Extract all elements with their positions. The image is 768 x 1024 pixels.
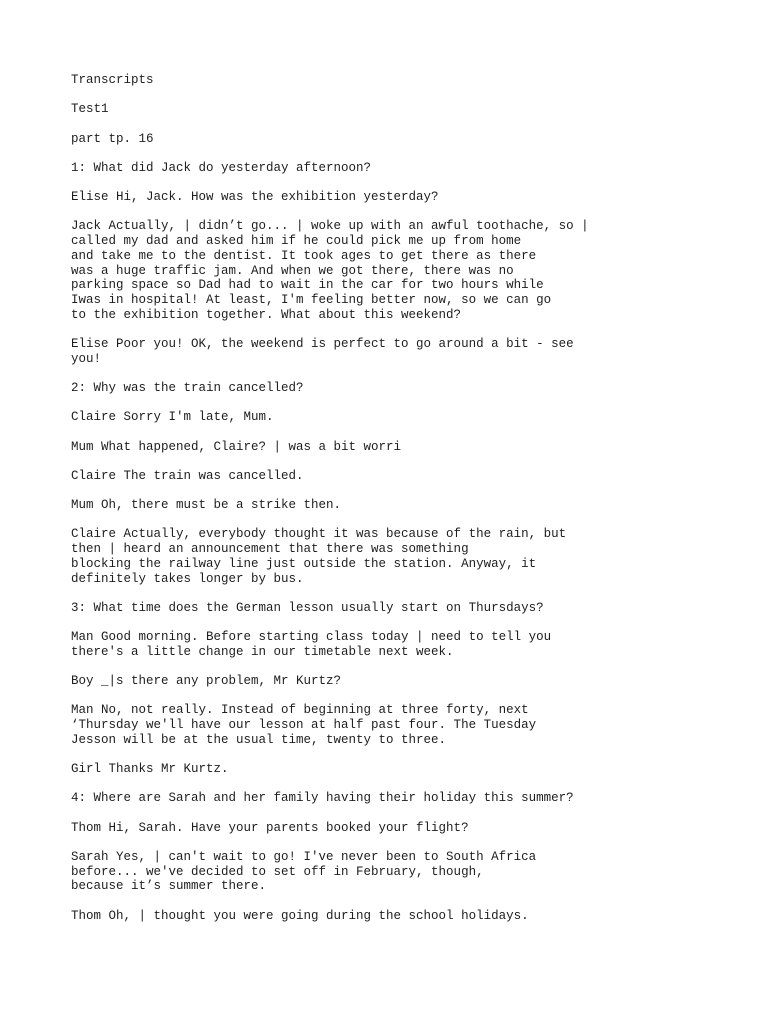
dialogue-line: Claire The train was cancelled. [71, 468, 304, 483]
dialogue-line: Mum What happened, Claire? | was a bit worri [71, 439, 402, 454]
dialogue-line: Man No, not really. Instead of beginning at three forty, next ‘Thursday we'll have our lesson at half past four. The Tuesday Jesson will be at the usual time, twenty to three. [71, 703, 537, 747]
question-1: 1: What did Jack do yesterday afternoon? [71, 160, 372, 175]
dialogue-line: Girl Thanks Mr Kurtz. [71, 762, 229, 777]
question-2: 2: Why was the train cancelled? [71, 381, 304, 395]
dialogue-line: Jack Actually, | didn’t go... | woke up with an awful toothache, so | called my dad and asked him if he could pick me up from home and take me to the dentist. It took ages to get there as there was a huge traffic jam. And when we got there, there was no parking space so Dad had to wait in the car for two hours while Iwas in hospital! At least, I'm feeling better now, so we can go to the exhibition together. What about this weekend? [71, 219, 589, 322]
dialogue-line: Sarah Yes, | can't wait to go! I've never been to South Africa before... we've decided to set off in February, though, because it’s summer there. [71, 850, 537, 894]
dialogue-line: Thom Hi, Sarah. Have your parents booked your flight? [71, 820, 469, 835]
dialogue-line: Mum Oh, there must be a strike then. [71, 498, 342, 513]
part-label: part tp. 16 [71, 131, 154, 146]
dialogue-line: Elise Hi, Jack. How was the exhibition yesterday? [71, 190, 439, 205]
question-4: 4: Where are Sarah and her family having their holiday this summer? [71, 791, 574, 806]
dialogue-line: Claire Actually, everybody thought it was because of the rain, but then | heard an announcement that there was something blocking the railway line just outside the station. Anyway, it definitely takes longer by bus. [71, 527, 567, 586]
dialogue-line: Elise Poor you! OK, the weekend is perfect to go around a bit - see you! [71, 337, 574, 366]
question-3: 3: What time does the German lesson usually start on Thursdays? [71, 600, 544, 615]
dialogue-line: Thom Oh, | thought you were going during the school holidays. [71, 908, 529, 923]
dialogue-line: Claire Sorry I'm late, Mum. [71, 410, 274, 425]
test-label: Test1 [71, 102, 109, 117]
dialogue-line: Man Good morning. Before starting class today | need to tell you there's a little change in our timetable next week. [71, 630, 552, 659]
dialogue-line: Boy _|s there any problem, Mr Kurtz? [71, 674, 342, 689]
transcript-page [71, 73, 731, 938]
document-title: Transcripts [71, 73, 154, 87]
